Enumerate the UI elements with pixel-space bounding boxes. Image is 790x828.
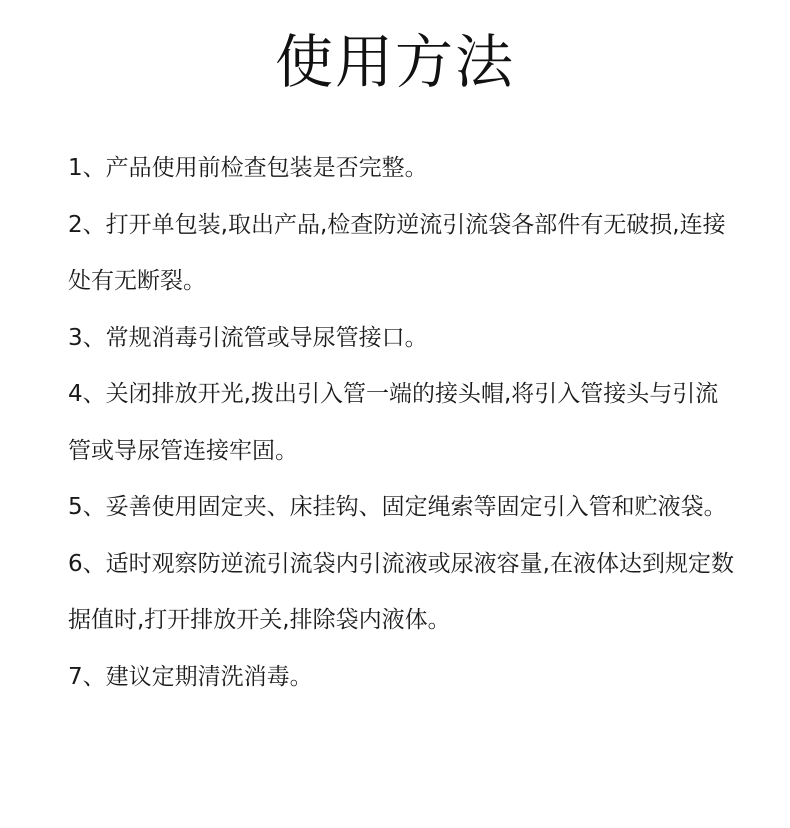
step-1: 1、产品使用前检查包装是否完整。 — [68, 155, 428, 181]
usage-steps-list — [68, 140, 738, 705]
step-7: 7、建议定期清洗消毒。 — [68, 663, 313, 690]
page-title: 使用方法 — [274, 28, 515, 96]
step-5: 5、妥善使用固定夹、床挂钩、固定绳索等固定引入管和贮液袋。 — [68, 494, 727, 520]
step-4: 4、关闭排放开光,拨出引入管一端的接头帽,将引入管接头与引流管或导尿管连接牢固。 — [68, 381, 719, 464]
step-6: 6、适时观察防逆流引流袋内引流液或尿液容量,在液体达到规定数据值时,打开排放开关,排除袋内液体。 — [68, 550, 734, 633]
step-2: 2、打开单包装,取出产品,检查防逆流引流袋各部件有无破损,连接处有无断裂。 — [68, 211, 726, 294]
step-3: 3、常规消毒引流管或导尿管接口。 — [68, 324, 428, 351]
